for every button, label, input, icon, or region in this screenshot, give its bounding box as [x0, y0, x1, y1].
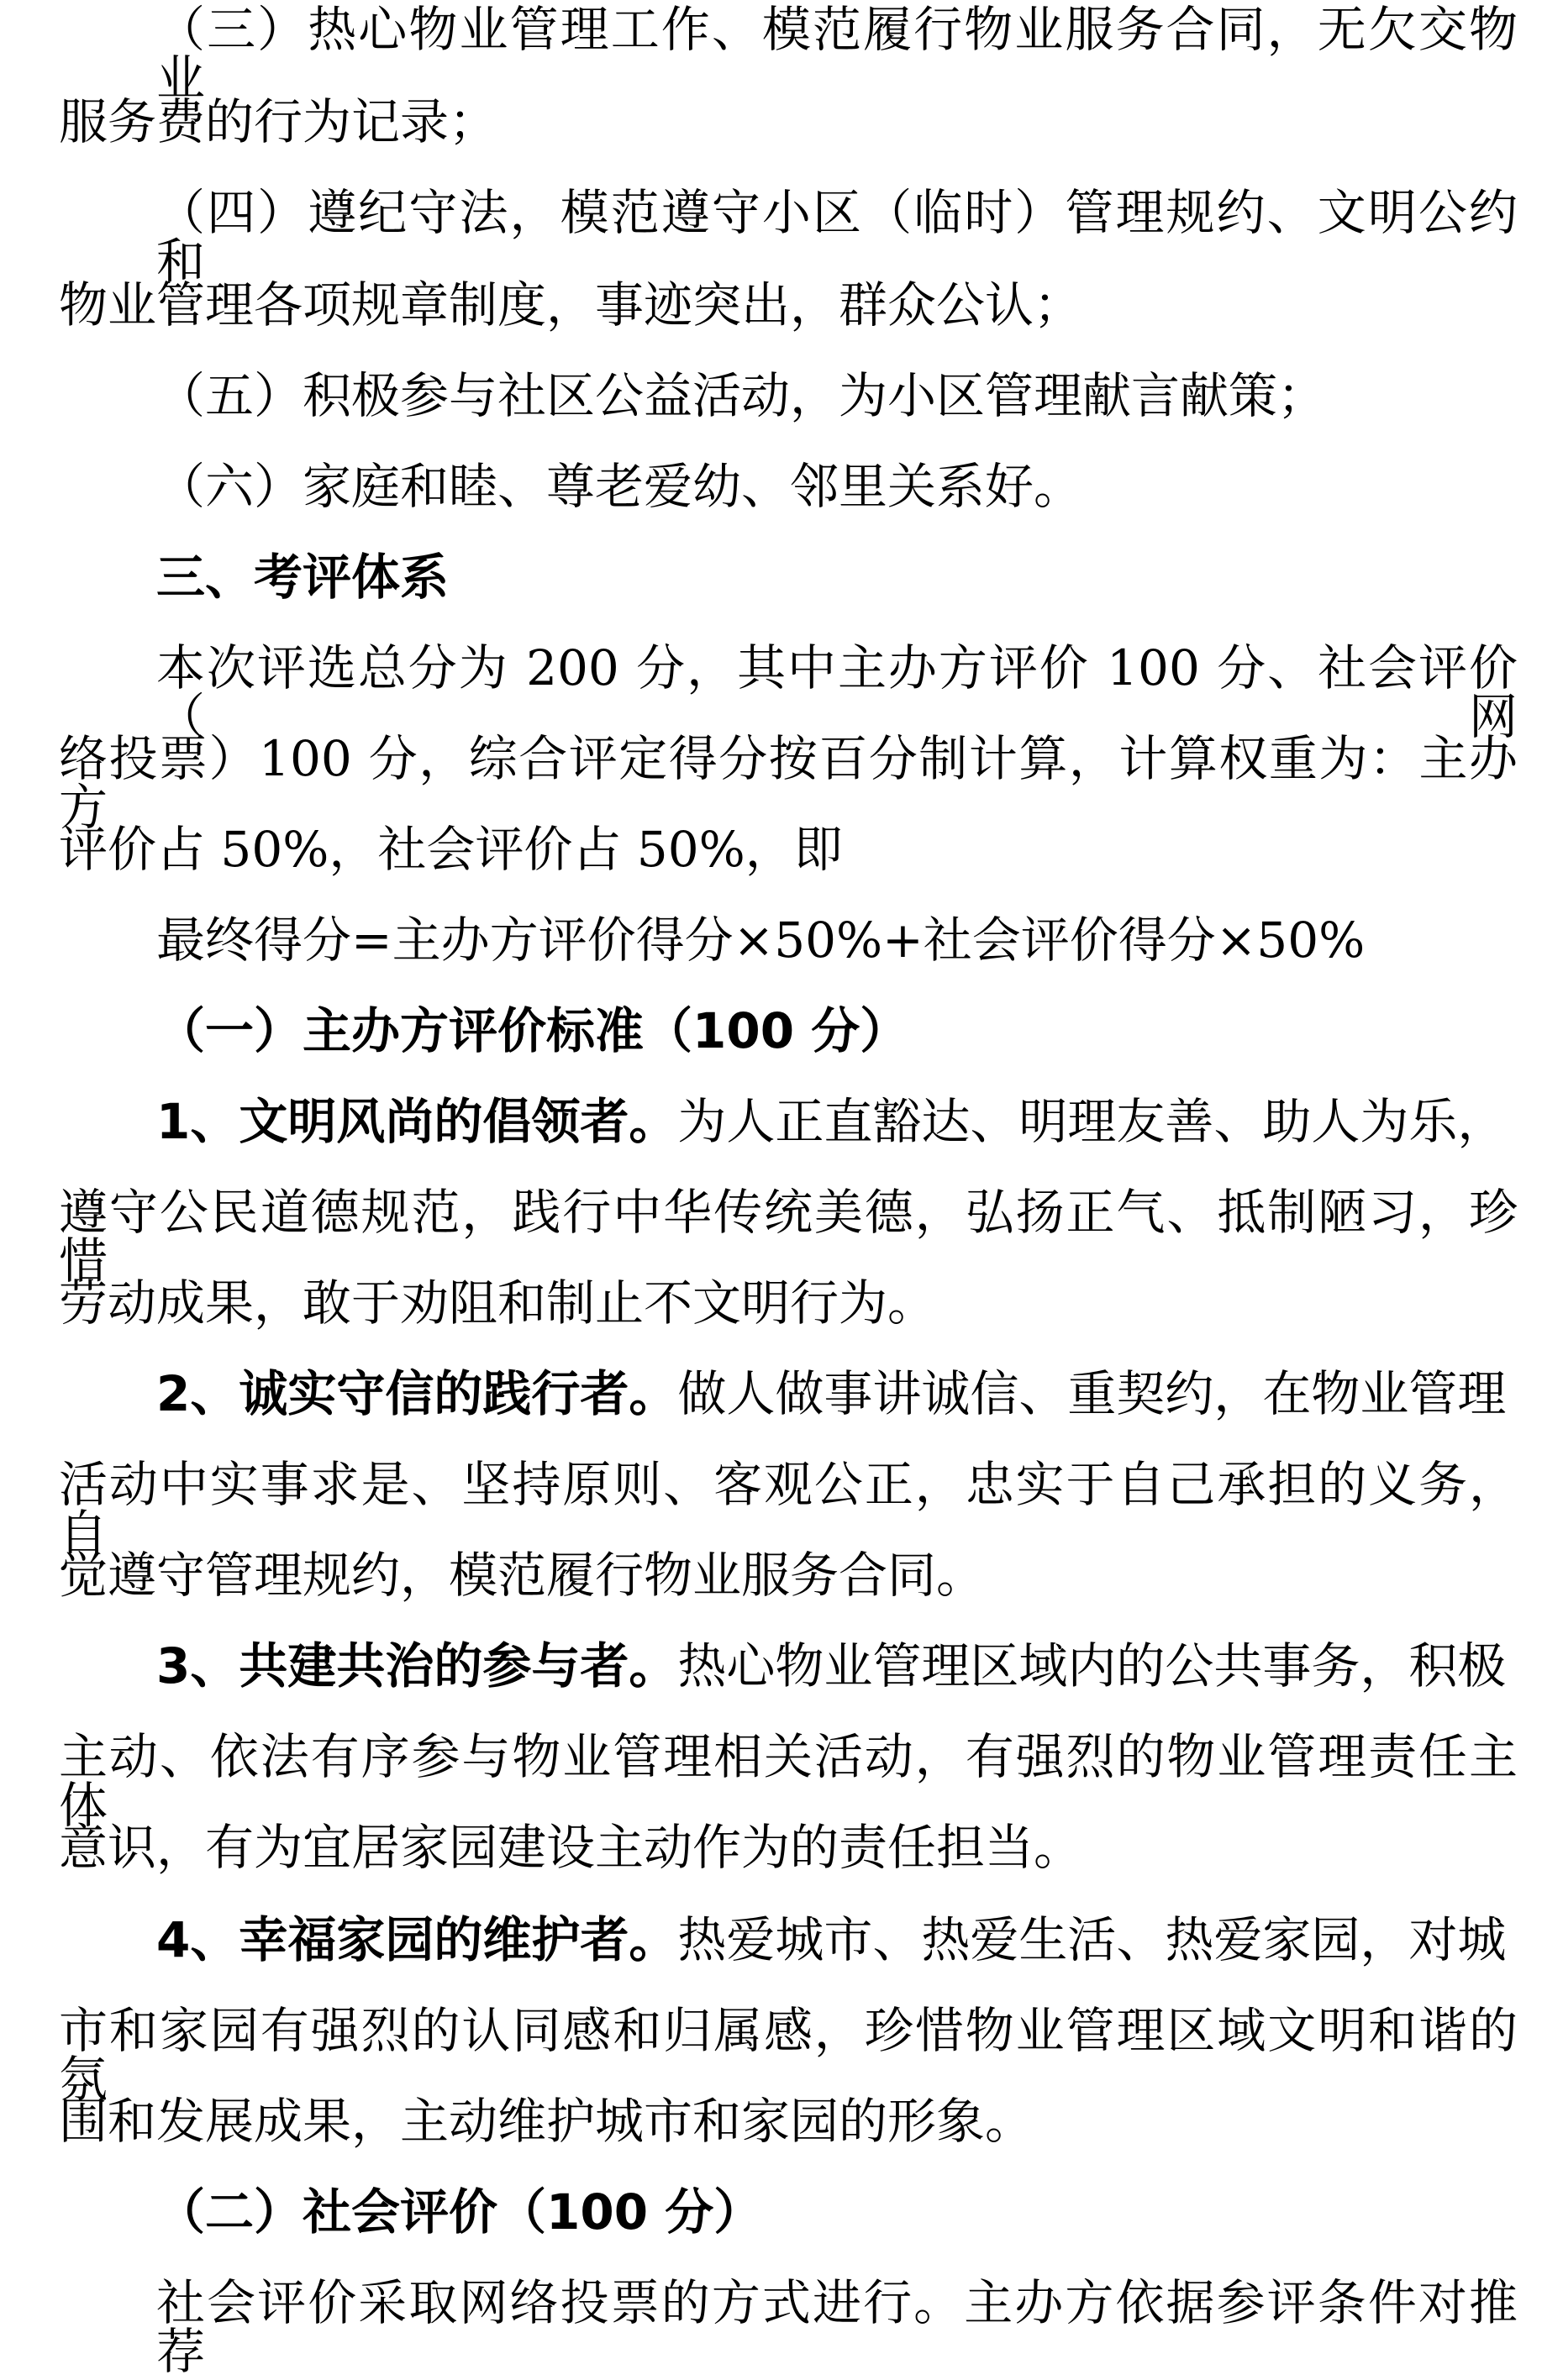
text-line-5: （五）积极参与社区公益活动，为小区管理献言献策； [156, 367, 1327, 424]
item-1-lead: 1、文明风尚的倡领者。 [156, 1093, 678, 1150]
text-line-7: 本次评选总分为 200 分，其中主办方评价 100 分、社会评价（网 [156, 639, 1518, 745]
text-line-11: 劳动成果，敢于劝阻和制止不文明行为。 [59, 1274, 937, 1332]
text-line-13: 觉遵守管理规约，模范履行物业服务合同。 [59, 1547, 986, 1604]
text-line-6: （六）家庭和睦、尊老爱幼、邻里关系好。 [156, 458, 1083, 515]
item-3-text: 热心物业管理区域内的公共事务，积极 [677, 1637, 1507, 1694]
item-2-text: 做人做事讲诚信、重契约，在物业管理 [677, 1365, 1507, 1422]
item-2-first-line [156, 1365, 1507, 1422]
text-line-16: 市和家园有强烈的认同感和归属感，珍惜物业管理区域文明和谐的氛 [59, 2002, 1518, 2108]
item-1-text: 为人正直豁达、明理友善、助人为乐， [677, 1093, 1507, 1150]
item-3-first-line [156, 1637, 1507, 1694]
item-3-lead: 3、共建共治的参与者。 [156, 1637, 678, 1694]
item-2-lead: 2、诚实守信的践行者。 [156, 1365, 678, 1422]
text-line-9: 评价占 50%，社会评价占 50%，即 [59, 821, 843, 878]
text-line-12: 活动中实事求是、坚持原则、客观公正，忠实于自己承担的义务，自 [59, 1456, 1518, 1562]
text-line-14: 主动、依法有序参与物业管理相关活动，有强烈的物业管理责任主体 [59, 1728, 1518, 1834]
text-line-17: 围和发展成果，主动维护城市和家园的形象。 [59, 2093, 1034, 2150]
text-line-8: 络投票）100 分，综合评定得分按百分制计算，计算权重为：主办方 [59, 730, 1518, 836]
item-1-first-line [156, 1093, 1507, 1150]
text-line-4: 物业管理各项规章制度，事迹突出，群众公认； [59, 276, 1083, 334]
item-4-lead: 4、幸福家园的维护者。 [156, 1911, 678, 1968]
formula-line: 最终得分=主办方评价得分×50%+社会评价得分×50% [156, 912, 1366, 969]
item-4-first-line [156, 1911, 1507, 1968]
section-heading-3: 三、考评体系 [156, 549, 450, 606]
text-line-15: 意识，有为宜居家园建设主动作为的责任担当。 [59, 1819, 1083, 1876]
subheading-1: （一）主办方评价标准（100 分） [156, 1002, 909, 1059]
text-line-3: （四）遵纪守法，模范遵守小区（临时）管理规约、文明公约和 [156, 184, 1518, 290]
text-line-2: 服务费的行为记录； [59, 93, 498, 150]
text-line-1: （三）热心物业管理工作、模范履行物业服务合同，无欠交物业 [156, 1, 1518, 107]
item-4-text: 热爱城市、热爱生活、热爱家园，对城 [677, 1911, 1507, 1968]
text-line-10: 遵守公民道德规范，践行中华传统美德，弘扬正气、抵制陋习，珍惜 [59, 1184, 1518, 1290]
subheading-2: （二）社会评价（100 分） [156, 2183, 763, 2241]
text-line-18: 社会评价采取网络投票的方式进行。主办方依据参评条件对推荐 [156, 2274, 1518, 2380]
